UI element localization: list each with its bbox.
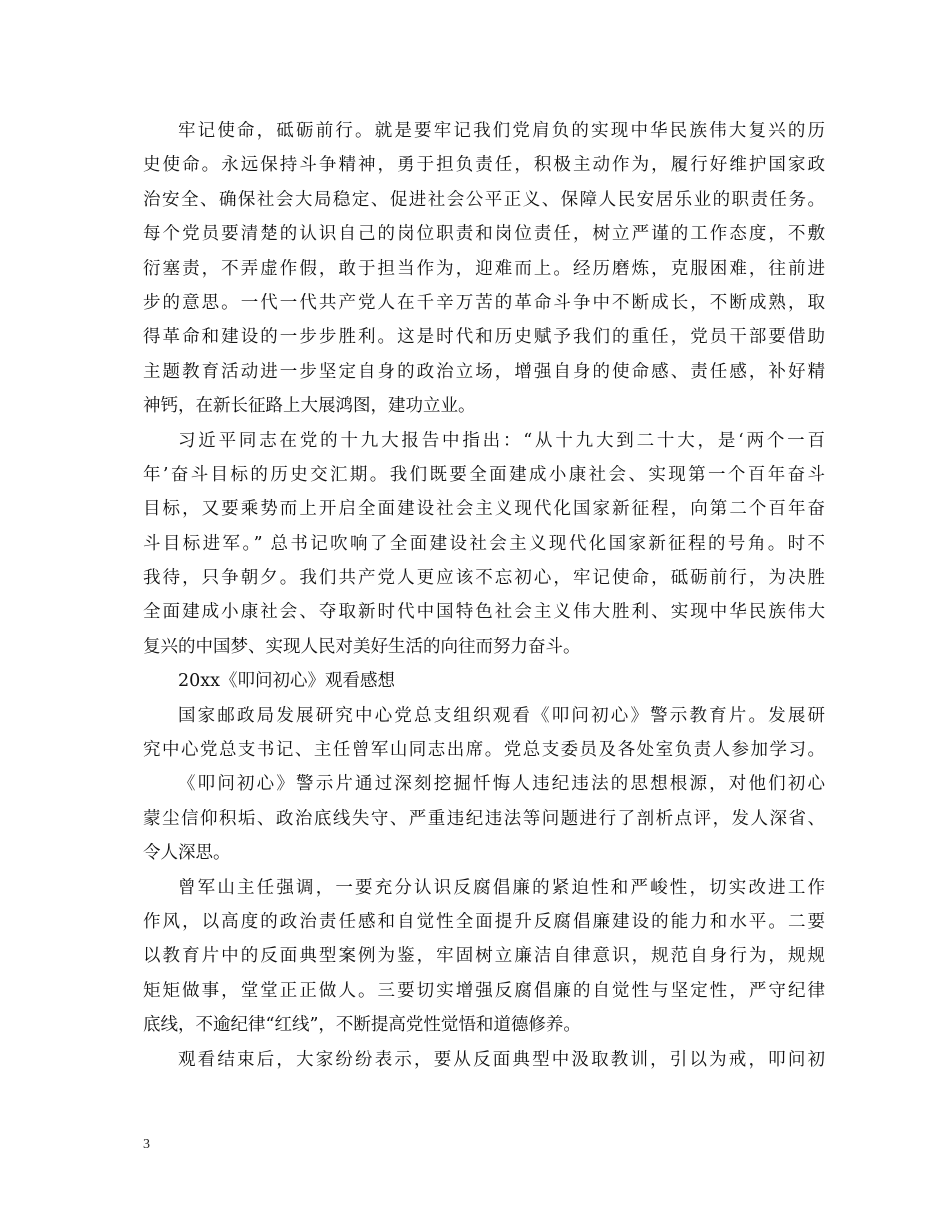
text-line: 观看结束后，大家纷纷表示，要从反面典型中汲取教训，引以为戒，叩问初 — [178, 1049, 825, 1070]
text-line: 令人深思。 — [143, 843, 231, 864]
text-line: 作风，以高度的政治责任感和自觉性全面提升反腐倡廉建设的能力和水平。二要 — [143, 911, 825, 932]
text-line: 牢记使命，砥砺前行。就是要牢记我们党肩负的实现中华民族伟大复兴的历 — [178, 121, 825, 141]
text-line: 蒙尘信仰积垢、政治底线失守、严重违纪违法等问题进行了剖析点评，发人深省、 — [143, 808, 825, 829]
text-line: 斗目标进军。” 总书记吹响了全面建设社会主义现代化国家新征程的号角。时不 — [143, 533, 825, 554]
text-line: 步的意思。一代一代共产党人在千辛万苦的革命斗争中不断成长，不断成熟，取 — [143, 292, 825, 313]
page-number: 3 — [143, 1137, 150, 1152]
text-line: 复兴的中国梦、实现人民对美好生活的向往而努力奋斗。 — [143, 636, 581, 657]
document-body — [143, 114, 825, 1077]
section-heading: 20xx《叩问初心》观看感想 — [178, 671, 396, 692]
text-line: 目标，又要乘势而上开启全面建设社会主义现代化国家新征程，向第二个百年奋 — [143, 499, 825, 520]
text-line: 神钙，在新长征路上大展鸿图，建功立业。 — [143, 396, 476, 417]
text-line: 治安全、确保社会大局稳定、促进社会公平正义、保障人民安居乐业的职责任务。 — [143, 189, 825, 210]
text-line: 主题教育活动进一步坚定自身的政治立场，增强自身的使命感、责任感，补好精 — [143, 361, 825, 382]
text-line: 史使命。永远保持斗争精神，勇于担负责任，积极主动作为，履行好维护国家政 — [143, 155, 825, 176]
text-line: 曾军山主任强调，一要充分认识反腐倡廉的紧迫性和严峻性，切实改进工作 — [178, 877, 825, 898]
text-line: 《叩问初心》警示片通过深刻挖掘忏悔人违纪违法的思想根源，对他们初心 — [178, 774, 825, 795]
text-line: 我待，只争朝夕。我们共产党人更应该不忘初心，牢记使命，砥砺前行，为决胜 — [143, 568, 825, 589]
text-line: 底线，不逾纪律“红线”，不断提高党性觉悟和道德修养。 — [143, 1015, 581, 1036]
text-line: 年’奋斗目标的历史交汇期。我们既要全面建成小康社会、实现第一个百年奋斗 — [143, 464, 825, 485]
text-line: 每个党员要清楚的认识自己的岗位职责和岗位责任，树立严谨的工作态度，不敷 — [143, 224, 825, 245]
text-line: 以教育片中的反面典型案例为鉴，牢固树立廉洁自律意识，规范自身行为，规规 — [143, 946, 825, 967]
text-line: 究中心党总支书记、主任曾军山同志出席。党总支委员及各处室负责人参加学习。 — [143, 740, 825, 761]
text-line: 得革命和建设的一步步胜利。这是时代和历史赋予我们的重任，党员干部要借助 — [143, 327, 825, 348]
text-line: 习近平同志在党的十九大报告中指出：“从十九大到二十大，是‘两个一百 — [178, 430, 825, 451]
text-line: 全面建成小康社会、夺取新时代中国特色社会主义伟大胜利、实现中华民族伟大 — [143, 602, 825, 623]
text-line: 国家邮政局发展研究中心党总支组织观看《叩问初心》警示教育片。发展研 — [178, 705, 825, 726]
text-line: 矩矩做事，堂堂正正做人。三要切实增强反腐倡廉的自觉性与坚定性，严守纪律 — [143, 980, 825, 1001]
text-line: 衍塞责，不弄虚作假，敢于担当作为，迎难而上。经历磨炼，克服困难，往前进 — [143, 258, 825, 279]
